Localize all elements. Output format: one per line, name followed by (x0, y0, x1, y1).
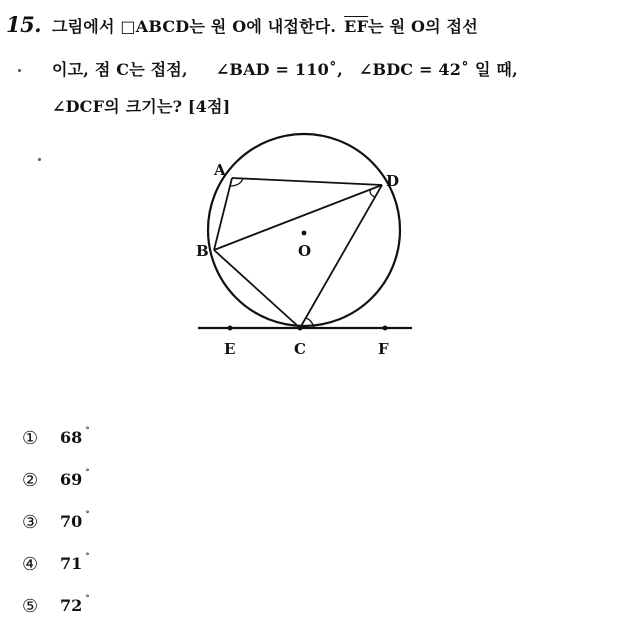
choice-5[interactable] (22, 596, 90, 638)
label-a: A (214, 161, 226, 179)
geometry-figure (180, 130, 430, 370)
choice-marker: ⑤ (22, 596, 39, 617)
label-o: O (298, 242, 312, 260)
choice-marker: ② (22, 470, 39, 491)
question-text-line-3 (52, 94, 230, 117)
side-dc (300, 185, 382, 328)
side-ad (232, 178, 382, 185)
circle-o (208, 134, 400, 326)
degree-sign: ˚ (85, 428, 90, 438)
label-b: B (196, 242, 209, 260)
label-f: F (378, 340, 389, 358)
choice-value: 72 (60, 596, 83, 615)
question-text-3: ∠DCF의 크기는? [4점] (52, 97, 231, 116)
label-c: C (294, 340, 306, 358)
choice-2[interactable] (22, 470, 90, 512)
label-d: D (386, 172, 400, 190)
question-text-1a: 그림에서 □ABCD는 원 O에 내접한다. (52, 17, 337, 36)
point-c (298, 326, 303, 331)
degree-sign: ˚ (85, 554, 90, 564)
scan-speck (38, 158, 41, 161)
choice-value: 68 (60, 428, 83, 447)
choice-marker: ③ (22, 512, 39, 533)
center-o-point (302, 231, 307, 236)
degree-sign: ˚ (85, 512, 90, 522)
choice-value: 71 (60, 554, 83, 573)
choice-1[interactable] (22, 428, 90, 470)
diagonal-bd (214, 185, 382, 250)
question-number: 15. (6, 12, 42, 37)
question-text-2a: 이고, 점 C는 접점, (52, 60, 188, 79)
point-e (228, 326, 233, 331)
degree-sign: ˚ (85, 596, 90, 606)
degree-sign: ˚ (85, 470, 90, 480)
choice-value: 70 (60, 512, 83, 531)
choice-value: 69 (60, 470, 83, 489)
choice-3[interactable] (22, 512, 90, 554)
scan-speck (18, 69, 21, 72)
choice-marker: ① (22, 428, 39, 449)
point-f (383, 326, 388, 331)
choice-4[interactable] (22, 554, 90, 596)
answer-choices (22, 428, 90, 638)
question-text-line-2 (52, 57, 518, 80)
question-text-1b: 는 원 O의 접선 (368, 17, 478, 36)
angle-bdc-given: ∠BDC = 42˚ 일 때, (358, 60, 518, 79)
segment-ef-label: $\overline{EF}$ (344, 17, 369, 36)
question-text-line-1 (52, 14, 478, 37)
angle-mark-d (370, 189, 375, 197)
label-e: E (224, 340, 236, 358)
choice-marker: ④ (22, 554, 39, 575)
angle-bad-given: ∠BAD = 110˚, (215, 60, 343, 79)
